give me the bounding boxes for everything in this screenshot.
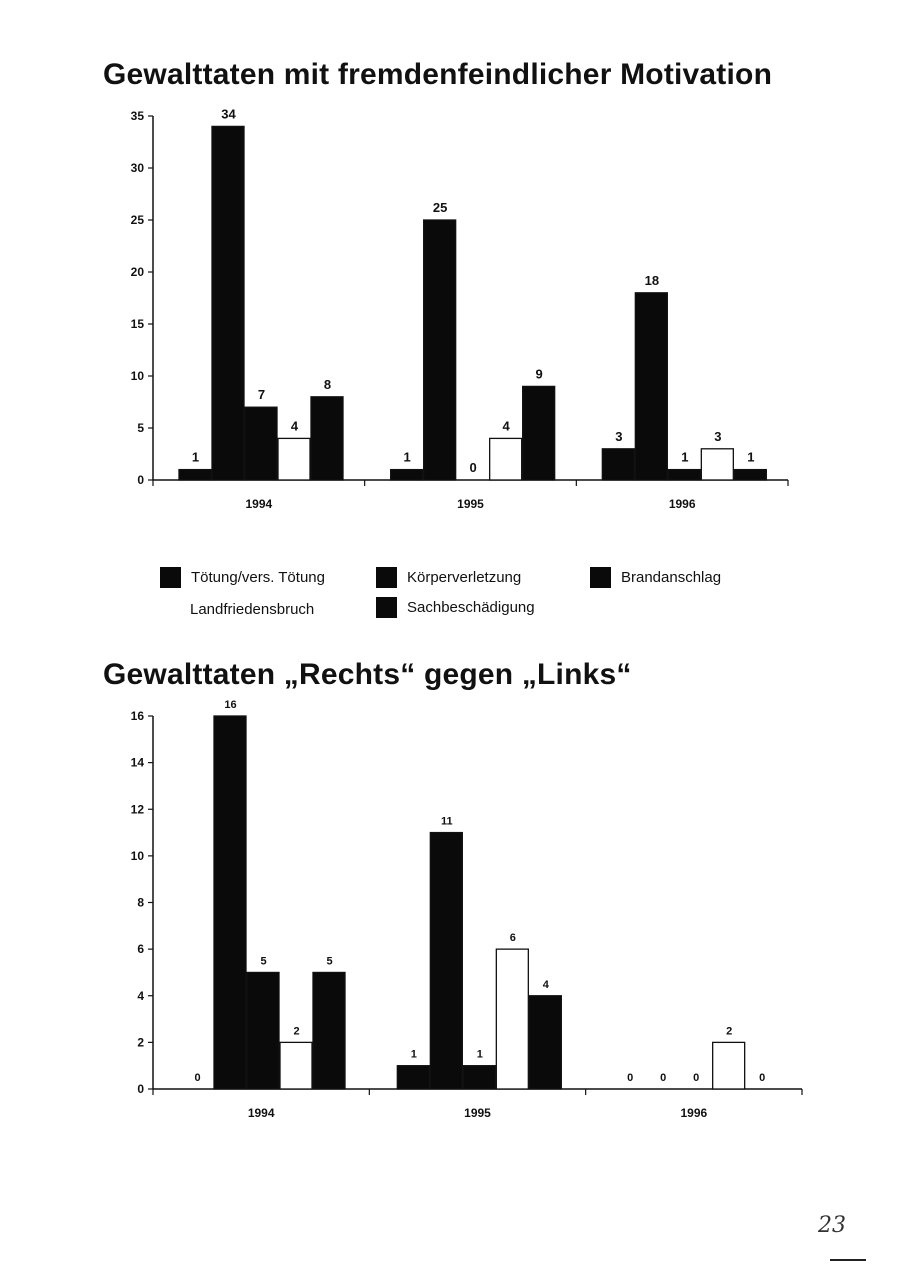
- data-label: 1: [681, 449, 689, 465]
- y-tick-label: 16: [130, 709, 144, 723]
- data-label: 4: [542, 978, 549, 991]
- bar: [313, 972, 345, 1089]
- y-tick-label: 4: [137, 988, 144, 1003]
- data-label: 1: [747, 449, 755, 465]
- data-label: 1: [410, 1048, 417, 1061]
- y-tick-label: 6: [137, 942, 144, 957]
- bar: [397, 1066, 429, 1089]
- data-label: 25: [432, 200, 448, 215]
- data-label: 4: [290, 418, 299, 434]
- y-tick-label: 10: [130, 848, 144, 863]
- legend-label: Brandanschlag: [621, 569, 722, 586]
- y-tick-label: 30: [130, 161, 144, 175]
- y-tick-label: 2: [137, 1035, 144, 1050]
- bar: [529, 996, 561, 1089]
- data-label: 5: [260, 955, 267, 968]
- legend-label: Landfriedensbruch: [190, 601, 315, 618]
- bar: [496, 949, 528, 1089]
- y-tick-label: 10: [130, 369, 144, 383]
- y-tick-label: 5: [137, 421, 144, 435]
- bar: [280, 1042, 312, 1089]
- data-label: 1: [403, 449, 411, 465]
- data-label: 0: [759, 1072, 766, 1084]
- chart-2-title: Gewalttaten „Rechts“ gegen „Links“: [103, 658, 632, 691]
- y-tick-label: 8: [137, 895, 144, 910]
- data-label: 3: [714, 428, 722, 444]
- data-label: 1: [476, 1048, 483, 1061]
- data-label: 18: [644, 272, 660, 288]
- bar: [463, 1066, 495, 1089]
- x-tick-label: 1994: [245, 497, 273, 511]
- y-tick-label: 14: [130, 755, 144, 770]
- data-label: 1: [191, 449, 200, 465]
- data-label: 34: [221, 106, 236, 122]
- y-tick-label: 25: [130, 213, 144, 227]
- page-number: 23: [818, 1213, 846, 1238]
- data-label: 8: [323, 376, 332, 392]
- data-label: 9: [535, 366, 543, 382]
- bar: [214, 716, 246, 1089]
- y-tick-label: 15: [130, 317, 144, 331]
- bar: [430, 833, 462, 1089]
- data-label: 16: [224, 699, 237, 711]
- x-tick-label: 1995: [464, 1106, 491, 1120]
- data-label: 3: [615, 428, 623, 444]
- y-tick-label: 20: [130, 265, 144, 279]
- data-label: 4: [502, 418, 510, 434]
- bar: [247, 972, 279, 1089]
- data-label: 0: [627, 1072, 634, 1084]
- y-tick-label: 35: [130, 109, 144, 123]
- data-label: 11: [441, 815, 453, 828]
- y-tick-label: 0: [137, 1082, 144, 1096]
- data-label: 0: [693, 1072, 700, 1084]
- bar: [713, 1042, 745, 1089]
- data-label: 0: [660, 1072, 667, 1084]
- data-label: 5: [326, 955, 333, 968]
- data-label: 7: [257, 387, 266, 403]
- data-label: 2: [293, 1025, 300, 1038]
- x-tick-label: 1994: [247, 1106, 275, 1120]
- page-underline: [830, 1259, 866, 1261]
- y-tick-label: 0: [137, 473, 144, 487]
- data-label: 0: [469, 460, 477, 475]
- data-label: 6: [509, 932, 516, 945]
- data-label: 0: [194, 1072, 201, 1084]
- legend-label: Tötung/vers. Tötung: [191, 569, 325, 586]
- legend-label: Körperverletzung: [407, 569, 522, 586]
- legend-label: Sachbeschädigung: [407, 599, 535, 616]
- chart-1-title: Gewalttaten mit fremdenfeindlicher Motivation: [103, 58, 773, 91]
- x-tick-label: 1995: [457, 497, 484, 511]
- x-tick-label: 1996: [680, 1106, 708, 1120]
- x-tick-label: 1996: [668, 497, 696, 511]
- data-label: 2: [726, 1025, 733, 1038]
- y-tick-label: 12: [130, 802, 144, 817]
